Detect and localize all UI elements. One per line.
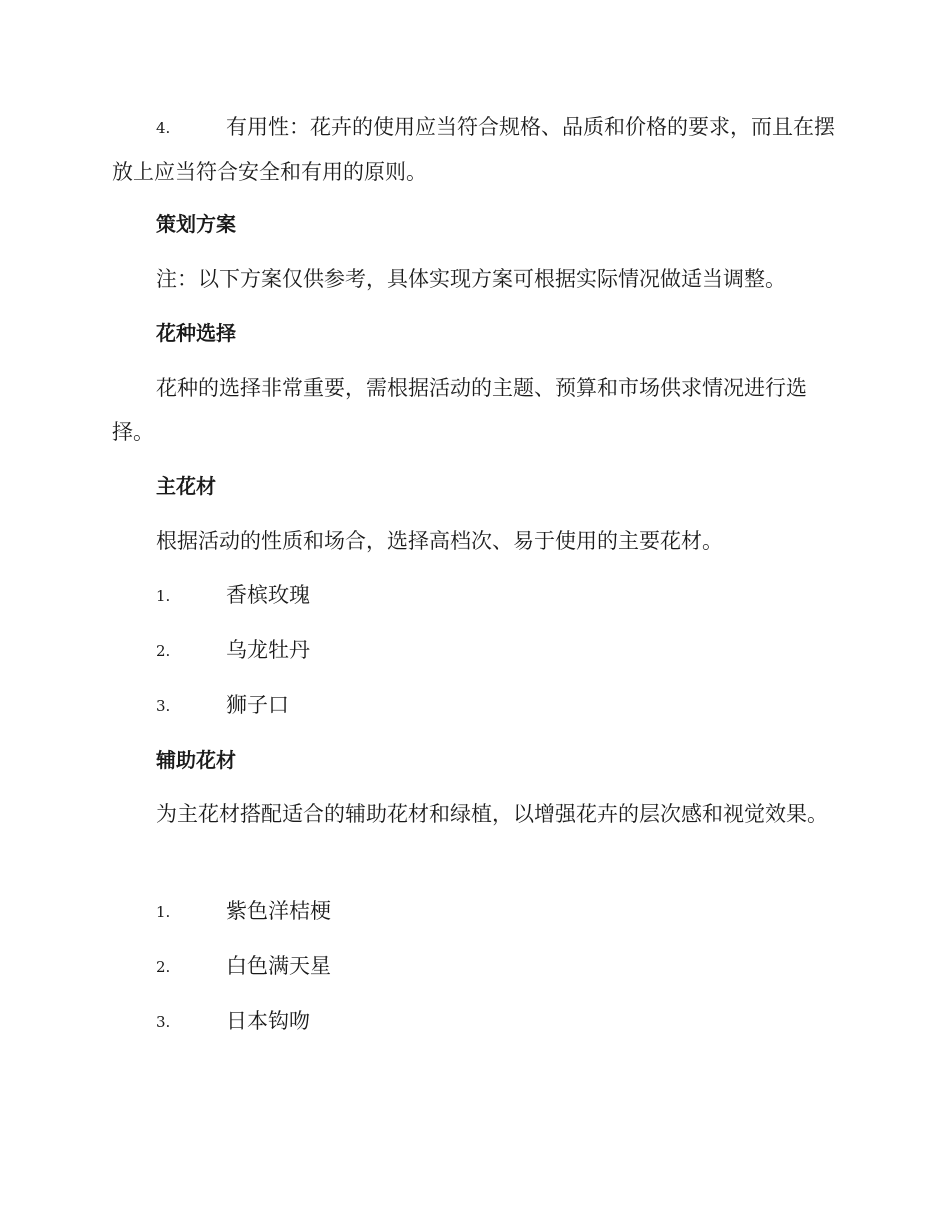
list-item-number: 2. <box>156 958 171 976</box>
list-item-label: 日本钩吻 <box>226 1009 310 1033</box>
list-item-label: 乌龙牡丹 <box>226 638 310 662</box>
aux-flowers-heading: 辅助花材 <box>156 748 236 772</box>
list-item <box>156 635 310 666</box>
list-item-label: 香槟玫瑰 <box>226 583 310 607</box>
note-paragraph <box>112 257 838 301</box>
list-item <box>156 951 331 982</box>
list-item-number: 2. <box>156 642 171 660</box>
aux-flowers-text: 为主花材搭配适合的辅助花材和绿植，以增强花卉的层次感和视觉效果。 <box>156 802 828 826</box>
list-item-number: 1. <box>156 903 171 921</box>
list-item <box>156 1006 310 1037</box>
list-item-label: 狮子口 <box>226 693 289 717</box>
flower-choice-heading: 花种选择 <box>156 321 236 345</box>
list-item <box>156 580 310 611</box>
main-flowers-heading: 主花材 <box>156 474 216 498</box>
main-flowers-paragraph <box>112 519 838 563</box>
flower-choice-text: 花种的选择非常重要，需根据活动的主题、预算和市场供求情况进行选择。 <box>112 376 807 444</box>
usefulness-text: 有用性：花卉的使用应当符合规格、品质和价格的要求，而且在摆放上应当符合安全和有用的原则。 <box>112 115 835 184</box>
list-item-label: 紫色洋桔梗 <box>226 899 331 923</box>
note-text: 注：以下方案仅供参考，具体实现方案可根据实际情况做适当调整。 <box>156 267 786 291</box>
usefulness-number: 4. <box>156 119 171 137</box>
aux-flowers-paragraph <box>112 792 838 836</box>
list-item-number: 3. <box>156 1013 171 1031</box>
list-item-label: 白色满天星 <box>226 954 331 978</box>
list-item-number: 3. <box>156 697 171 715</box>
list-item <box>156 896 331 927</box>
plan-heading: 策划方案 <box>156 212 236 236</box>
main-flowers-text: 根据活动的性质和场合，选择高档次、易于使用的主要花材。 <box>156 529 723 553</box>
usefulness-paragraph <box>112 105 838 194</box>
flower-choice-paragraph <box>112 366 838 454</box>
list-item-number: 1. <box>156 587 171 605</box>
list-item <box>156 690 289 721</box>
